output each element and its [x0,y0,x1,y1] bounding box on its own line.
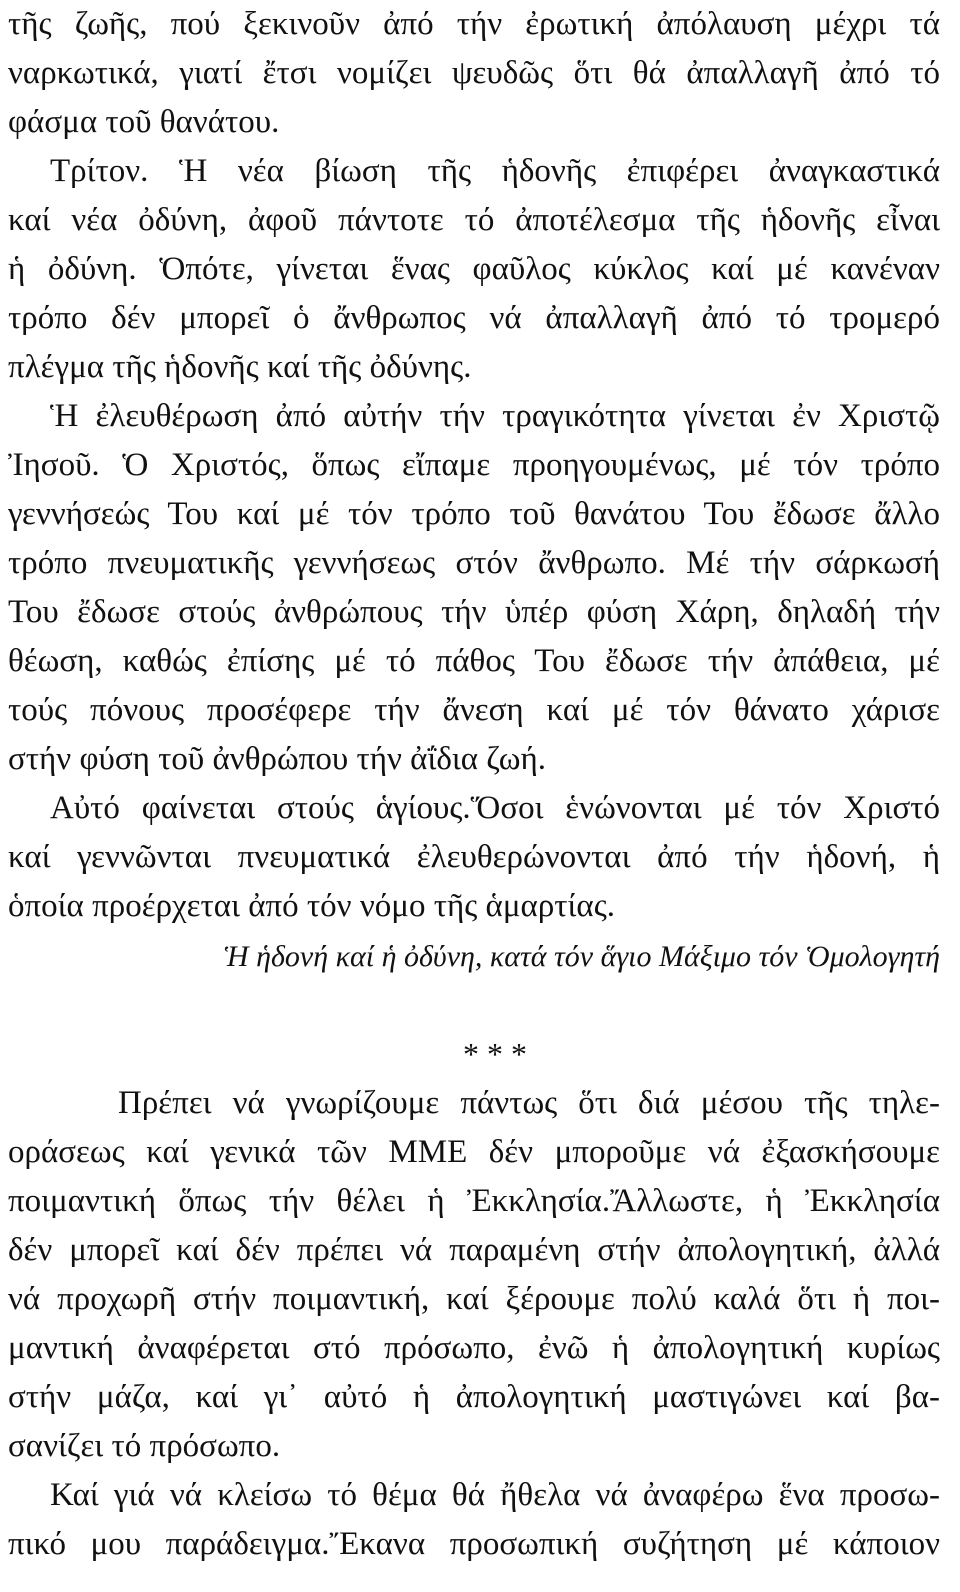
section-separator: * * * [463,1036,527,1072]
text-line: Πρέπει νά γνωρίζουμε πάντως ὅτι διά μέσου τῆς τηλε- [118,1085,940,1121]
text-line: Καί γιά νά κλείσω τό θέμα θά ἤθελα νά ἀναφέρω ἕνα προσω- [50,1477,940,1513]
text-line: καί γεννῶνται πνευματικά ἐλευθερώνονται ἀπό τήν ἡδονή, ἡ [8,839,940,875]
text-line: νά προχωρῆ στήν ποιμαντική, καί ξέρουμε πολύ καλά ὅτι ἡ ποι- [8,1281,940,1317]
text-line: τρόπο δέν μπορεῖ ὁ ἄνθρωπος νά ἀπαλλαγῆ ἀπό τό τρομερό [8,300,940,336]
text-line: στήν φύση τοῦ ἀνθρώπου τήν ἀΐδια ζωή. [8,741,546,777]
text-line: τούς πόνους προσέφερε τήν ἄνεση καί μέ τόν θάνατο χάρισε [8,692,940,728]
text-line: μαντική ἀναφέρεται στό πρόσωπο, ἐνῶ ἡ ἀπολογητική κυρίως [8,1330,940,1366]
text-line: θέωση, καθώς ἐπίσης μέ τό πάθος Του ἔδωσε τήν ἀπάθεια, μέ [8,643,940,679]
text-line: σανίζει τό πρόσωπο. [8,1428,281,1464]
text-line: ποιμαντική ὅπως τήν θέλει ἡ Ἐκκλησία.Ἄλλωστε, ἡ Ἐκκλησία [8,1183,940,1219]
text-line: γεννήσεώς Του καί μέ τόν τρόπο τοῦ θανάτου Του ἔδωσε ἄλλο [8,496,940,532]
text-line: Τρίτον. Ἡ νέα βίωση τῆς ἡδονῆς ἐπιφέρει ἀναγκαστικά [50,153,940,189]
text-line: ναρκωτικά, γιατί ἔτσι νομίζει ψευδῶς ὅτι θά ἀπαλλαγῆ ἀπό τό [8,55,940,91]
text-line: καί νέα ὀδύνη, ἀφοῦ πάντοτε τό ἀποτέλεσμα τῆς ἡδονῆς εἶναι [8,202,940,238]
text-line: Ἡ ἐλευθέρωση ἀπό αὐτήν τήν τραγικότητα γίνεται ἐν Χριστῷ [50,398,940,434]
text-line: Ἰησοῦ. Ὁ Χριστός, ὅπως εἴπαμε προηγουμένως, μέ τόν τρόπο [8,447,940,483]
text-line: τῆς ζωῆς, πού ξεκινοῦν ἀπό τήν ἐρωτική ἀπόλαυση μέχρι τά [8,6,940,42]
text-line: στήν μάζα, καί γι᾽ αὐτό ἡ ἀπολογητική μαστιγώνει καί βα- [8,1379,940,1415]
text-line: Του ἔδωσε στούς ἀνθρώπους τήν ὑπέρ φύση Χάρη, δηλαδή τήν [8,594,940,630]
text-line: πλέγμα τῆς ἡδονῆς καί τῆς ὀδύνης. [8,349,472,385]
text-line: δέν μπορεῖ καί δέν πρέπει νά παραμένη στήν ἀπολογητική, ἀλλά [8,1232,940,1268]
text-line: ὁποία προέρχεται ἀπό τόν νόμο τῆς ἁμαρτίας. [8,888,616,924]
text-line: φάσμα τοῦ θανάτου. [8,104,280,140]
source-attribution: Ἡ ἡδονή καί ἡ ὀδύνη, κατά τόν ἅγιο Μάξιμο τόν Ὁμολογητή [224,940,940,973]
text-line: ἡ ὀδύνη. Ὁπότε, γίνεται ἕνας φαῦλος κύκλος καί μέ κανέναν [8,251,940,287]
text-line: τρόπο πνευματικῆς γεννήσεως στόν ἄνθρωπο. Μέ τήν σάρκωσή [8,545,940,581]
text-line: Αὐτό φαίνεται στούς ἁγίους.Ὅσοι ἑνώνονται μέ τόν Χριστό [50,790,940,826]
text-line: οράσεως καί γενικά τῶν ΜΜΕ δέν μποροῦμε νά ἐξασκήσουμε [8,1134,940,1170]
text-line: πικό μου παράδειγμα.Ἔκανα προσωπική συζήτηση μέ κάποιον [8,1526,940,1562]
